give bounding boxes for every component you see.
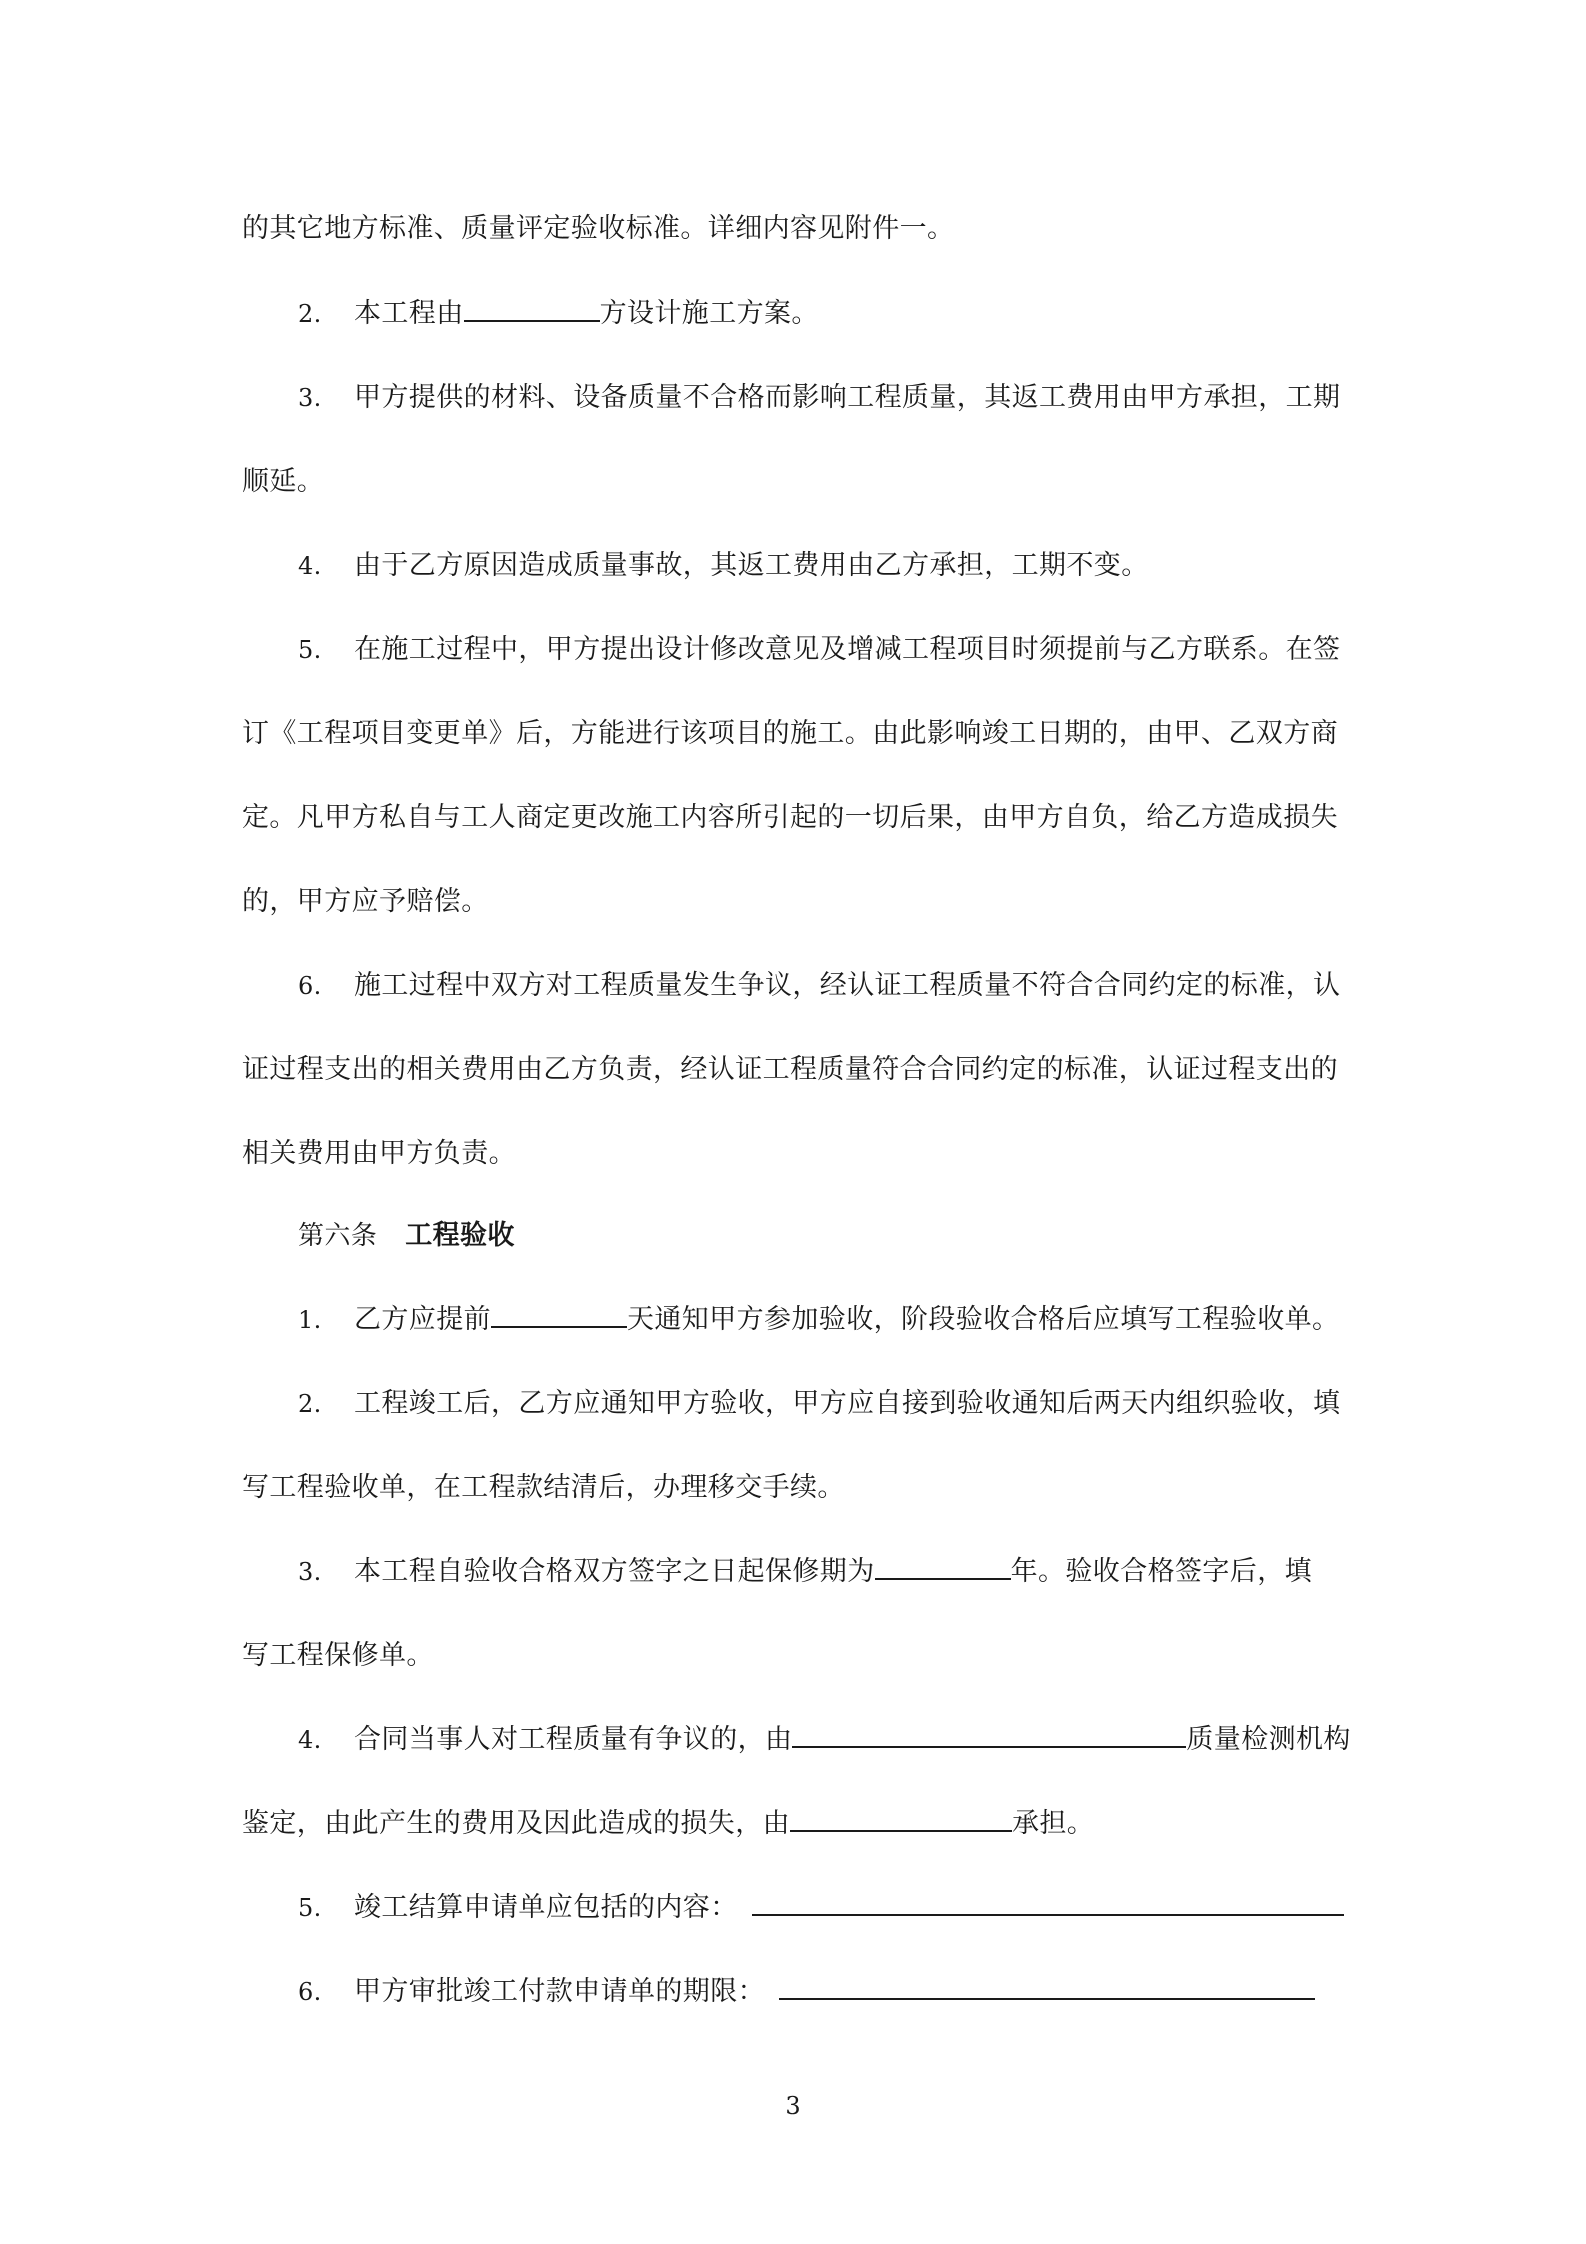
clause-6-2: [298, 1384, 1418, 1424]
clause-number: 4.: [298, 552, 322, 580]
clause-text-before-blank: 本工程自验收合格双方签字之日起保修期为: [354, 1556, 875, 1587]
clause-text: 竣工结算申请单应包括的内容：: [354, 1892, 738, 1923]
clause-6-5: [298, 1888, 1418, 1928]
fill-in-blank[interactable]: [792, 1720, 1186, 1748]
line-text-after-blank: 承担。: [1012, 1808, 1095, 1839]
paragraph-line: [242, 1468, 1362, 1508]
clause-6-6: [298, 1972, 1418, 2012]
clause-text: 甲方审批竣工付款申请单的期限：: [354, 1976, 765, 2007]
clause-text-before-blank: 本工程由: [354, 298, 464, 329]
page-number: 3: [785, 2092, 801, 2120]
clause-text-after-blank: 天通知甲方参加验收，阶段验收合格后应填写工程验收单。: [627, 1304, 1340, 1335]
paragraph-line: [242, 714, 1362, 754]
paragraph-line: [242, 882, 1362, 922]
line-text: 写工程保修单。: [242, 1640, 434, 1671]
fill-in-blank[interactable]: [464, 294, 600, 322]
article-title: 工程验收: [405, 1220, 515, 1251]
clause-6-3: [298, 1552, 1418, 1592]
clause-5: [298, 630, 1418, 670]
fill-in-blank[interactable]: [752, 1888, 1344, 1916]
line-text: 写工程验收单，在工程款结清后，办理移交手续。: [242, 1472, 845, 1503]
clause-number: 2.: [298, 1390, 322, 1418]
paragraph-line: [242, 1134, 1362, 1174]
clause-text: 工程竣工后，乙方应通知甲方验收，甲方应自接到验收通知后两天内组织验收，填: [354, 1388, 1341, 1419]
clause-text-before-blank: 乙方应提前: [354, 1304, 491, 1335]
line-text: 的，甲方应予赔偿。: [242, 886, 489, 917]
clause-text-after-blank: 质量检测机构: [1186, 1724, 1351, 1755]
clause-6-4: [298, 1720, 1418, 1760]
line-text: 相关费用由甲方负责。: [242, 1138, 516, 1169]
paragraph-line: [242, 209, 1362, 249]
line-text-before-blank: 鉴定，由此产生的费用及因此造成的损失，由: [242, 1808, 790, 1839]
clause-number: 2.: [298, 300, 322, 328]
line-text: 订《工程项目变更单》后，方能进行该项目的施工。由此影响竣工日期的，由甲、乙双方商: [242, 718, 1338, 749]
article-heading: [298, 1216, 1418, 1256]
clause-number: 4.: [298, 1726, 322, 1754]
fill-in-blank[interactable]: [779, 1972, 1315, 2000]
paragraph-line: [242, 462, 1362, 502]
clause-4: [298, 546, 1418, 586]
clause-text: 由于乙方原因造成质量事故，其返工费用由乙方承担，工期不变。: [354, 550, 1149, 581]
clause-6-1: [298, 1300, 1418, 1340]
clause-number: 3.: [298, 1558, 322, 1586]
clause-text: 在施工过程中，甲方提出设计修改意见及增减工程项目时须提前与乙方联系。在签: [354, 634, 1341, 665]
paragraph-line: [242, 1636, 1362, 1676]
clause-text: 施工过程中双方对工程质量发生争议，经认证工程质量不符合合同约定的标准，认: [354, 970, 1341, 1001]
clause-number: 1.: [298, 1306, 322, 1334]
article-number: 第六条: [298, 1221, 378, 1251]
line-text: 证过程支出的相关费用由乙方负责，经认证工程质量符合合同约定的标准，认证过程支出的: [242, 1054, 1338, 1085]
line-text: 的其它地方标准、质量评定验收标准。详细内容见附件一。: [242, 213, 955, 244]
clause-6: [298, 966, 1418, 1006]
clause-text: 甲方提供的材料、设备质量不合格而影响工程质量，其返工费用由甲方承担，工期: [354, 382, 1341, 413]
clause-text-after-blank: 方设计施工方案。: [599, 298, 819, 329]
paragraph-line: [242, 1050, 1362, 1090]
clause-3: [298, 378, 1418, 418]
line-text: 顺延。: [242, 466, 325, 497]
fill-in-blank[interactable]: [875, 1552, 1011, 1580]
paragraph-line: [242, 1804, 1362, 1844]
fill-in-blank[interactable]: [491, 1300, 627, 1328]
clause-number: 5.: [298, 1894, 322, 1922]
clause-text-after-blank: 年。验收合格签字后，填: [1010, 1556, 1313, 1587]
clause-number: 3.: [298, 384, 322, 412]
fill-in-blank[interactable]: [790, 1804, 1012, 1832]
clause-number: 6.: [298, 972, 322, 1000]
clause-number: 6.: [298, 1978, 322, 2006]
clause-text-before-blank: 合同当事人对工程质量有争议的，由: [354, 1724, 793, 1755]
clause-2: [298, 294, 1418, 334]
clause-number: 5.: [298, 636, 322, 664]
line-text: 定。凡甲方私自与工人商定更改施工内容所引起的一切后果，由甲方自负，给乙方造成损失: [242, 802, 1338, 833]
paragraph-line: [242, 798, 1362, 838]
